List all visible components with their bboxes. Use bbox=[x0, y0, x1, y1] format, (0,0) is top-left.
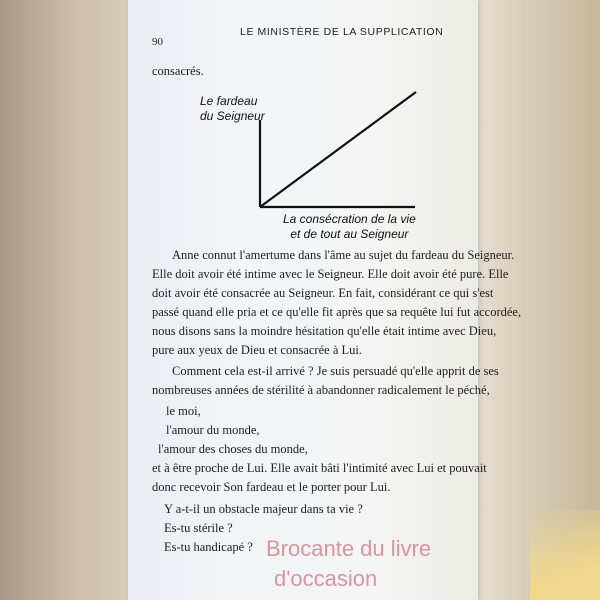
chart-xlabel-line-1: La consécration de la vie bbox=[283, 212, 416, 226]
chart-xlabel-line-2: et de tout au Seigneur bbox=[290, 227, 409, 241]
para3-line-1: et à être proche de Lui. Elle avait bâti l'intimité avec Lui et pouvait bbox=[152, 461, 487, 475]
para2-line-1: Comment cela est-il arrivé ? Je suis persuadé qu'elle apprit de ses bbox=[172, 364, 499, 378]
para1-line-5: nous disons sans la moindre hésitation qu'elle était intime avec Dieu, bbox=[152, 324, 497, 338]
para1-line-2: Elle doit avoir été intime avec le Seigneur. Elle doit avoir été pure. Elle bbox=[152, 267, 509, 281]
watermark-line-2: d'occasion bbox=[274, 566, 378, 591]
question-1: Y a-t-il un obstacle majeur dans ta vie ? bbox=[164, 502, 363, 516]
chart-ylabel-line-2: du Seigneur bbox=[200, 109, 265, 123]
book-left-edge bbox=[0, 0, 128, 600]
body-line-top: consacrés. bbox=[152, 64, 204, 78]
chart-series-line bbox=[260, 92, 416, 207]
list-item-2: l'amour du monde, bbox=[166, 423, 260, 437]
running-title: LE MINISTÈRE DE LA SUPPLICATION bbox=[240, 26, 444, 38]
chart-xlabel bbox=[283, 212, 416, 242]
list-item-3: l'amour des choses du monde, bbox=[158, 442, 308, 456]
list-item-1: le moi, bbox=[166, 404, 201, 418]
yellow-object-corner bbox=[530, 510, 600, 600]
para1-line-3: doit avoir été consacrée au Seigneur. En fait, considérant ce qui s'est bbox=[152, 286, 494, 300]
page-number: 90 bbox=[152, 36, 163, 48]
question-2: Es-tu stérile ? bbox=[164, 521, 233, 535]
book-page bbox=[128, 0, 522, 600]
chart-ylabel-line-1: Le fardeau bbox=[200, 94, 258, 108]
watermark-line-1: Brocante du livre bbox=[266, 536, 432, 561]
para3-line-2: donc recevoir Son fardeau et le porter pour Lui. bbox=[152, 480, 391, 494]
para1-line-1: Anne connut l'amertume dans l'âme au sujet du fardeau du Seigneur. bbox=[172, 248, 515, 262]
question-3: Es-tu handicapé ? bbox=[164, 540, 253, 554]
para1-line-4: passé quand elle pria et ce qu'elle fit après que sa requête lui fut accordée, bbox=[152, 305, 522, 319]
para1-line-6: pure aux yeux de Dieu et consacrée à Lui. bbox=[152, 343, 362, 357]
para2-line-2: nombreuses années de stérilité à abandonner radicalement le péché, bbox=[152, 383, 490, 397]
